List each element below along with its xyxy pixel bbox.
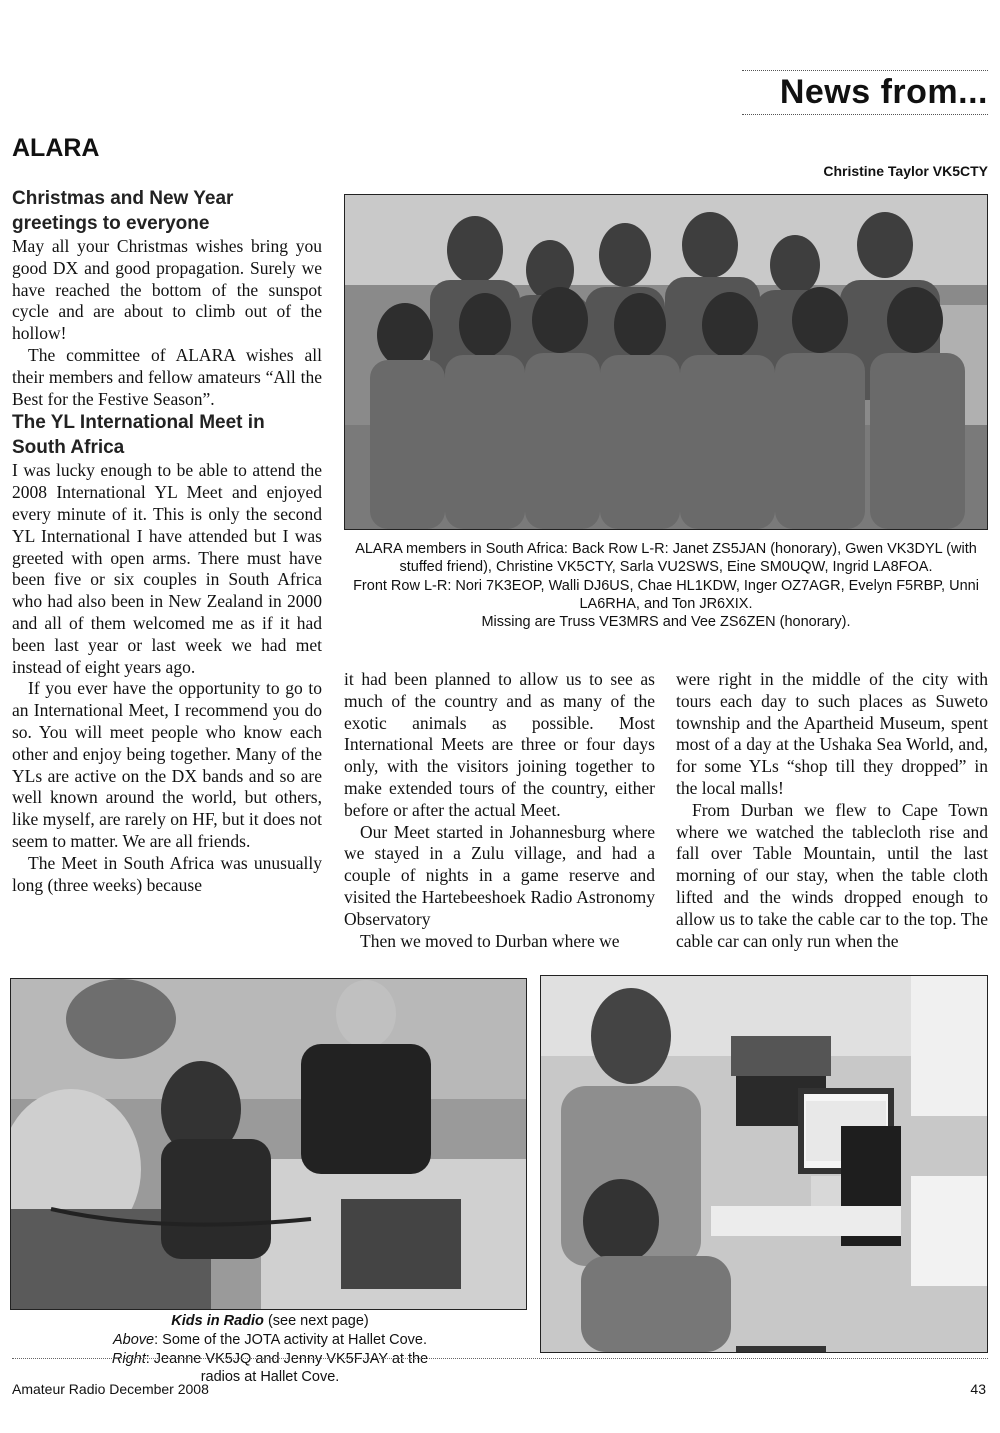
caption-line: Missing are Truss VE3MRS and Vee ZS6ZEN (honorary). [481,614,851,631]
caption-right-label: Right [111,1350,146,1367]
caption-above-label: Above [112,1331,155,1348]
paragraph: The Meet in South Africa was unusually long (three weeks) because [12,852,322,895]
heading-yl-meet: The YL International Meet in South Africa [12,412,265,459]
heading-christmas: Christmas and New Year greetings to everyone [12,188,234,234]
article-column-3 [676,669,988,952]
group-photo-caption [346,540,986,631]
paragraph: The committee of ALARA wishes all their members and fellow amateurs “All the Best for the Festive Season”. [12,344,322,409]
caption-above-text: : Some of the JOTA activity at Hallet Cove. [154,1331,428,1348]
footer-magazine: Amateur Radio December 2008 [12,1381,209,1397]
article-column-2 [344,669,655,952]
paragraph: If you ever have the opportunity to go to an International Meet, I recommend you do so. You will meet people who know each other and enjoy being together. Many of the YLs are active on the DX bands and so are well known around the world, but others, like myself, are rarely on HF, but it does not seem to matter. We are all friends. [12,678,322,851]
caption-line: Front Row L-R: Nori 7K3EOP, Walli DJ6US, Chae HL1KDW, Inger OZ7AGR, Evelyn F5RBP, Unni LA6RHA, and Ton JR6XIX. [353,577,979,612]
jota-activity-photo [10,978,527,1310]
page-header-title: News from... [779,73,988,111]
caption-title-note: (see next page) [263,1313,369,1329]
caption-right-text: : Jeanne VK5JQ and Jenny VK5FJAY at the radios at Hallet Cove. [145,1350,429,1386]
caption-line [100,1331,440,1350]
radio-operators-photo [540,975,988,1353]
page-number: 43 [970,1381,986,1397]
author-byline: Christine Taylor VK5CTY [823,163,988,179]
paragraph: Our Meet started in Johannesburg where we stayed in a Zulu village, and had a couple of nights in a game reserve and visited the Hartebeeshoek Radio Astronomy Observatory [344,821,655,929]
paragraph: From Durban we flew to Cape Town where we watched the tablecloth rise and fall over Table Mountain, until the last morning of our stay, when the table cloth lifted and the winds dropped enough to allow us to take the cable car to the top. The cable car can only run when the [676,799,988,951]
caption-line: ALARA members in South Africa: Back Row L-R: Janet ZS5JAN (honorary), Gwen VK3DYL (with stuffed friend), Christine VK5CTY, Sarla VU2SWS, Eine SM0UQW, Ingrid LA8FOA. [355,541,977,576]
paragraph: Then we moved to Durban where we [360,930,620,951]
paragraph: I was lucky enough to be able to attend the 2008 International YL Meet and enjoyed every minute of it. This is only the second YL International I have attended but I was greeted with open arms. There must have been five or six couples in South Africa who had also been in New Zealand in 2000 and all of them welcomed me as if it had been last year or last week we had met instead of eight years ago. [12,460,322,677]
article-column-1 [12,186,322,896]
paragraph: it had been planned to allow us to see as much of the country and as many of the exotic animals as possible. Most International Meets are three or four days only, with the visitors joining together to make extended tours of the country, either before or after the actual Meet. [344,669,655,820]
paragraph: were right in the middle of the city with tours each day to such places as Suweto township and the Apartheid Museum, spent most of a day at the Ushaka Sea World, and, for some YLs “shop till they dropped” in the local malls! [676,669,988,798]
caption-line [100,1312,440,1331]
caption-title: Kids in Radio [171,1313,264,1329]
section-title: ALARA [12,134,100,162]
header-rule-bottom [742,114,988,115]
kids-in-radio-caption [100,1312,440,1387]
paragraph: May all your Christmas wishes bring you good DX and good propagation. Surely we have reached the bottom of the sunspot cycle and are about to climb out of the hollow! [12,236,322,344]
footer-rule [12,1358,988,1359]
alara-group-photo [344,194,988,530]
